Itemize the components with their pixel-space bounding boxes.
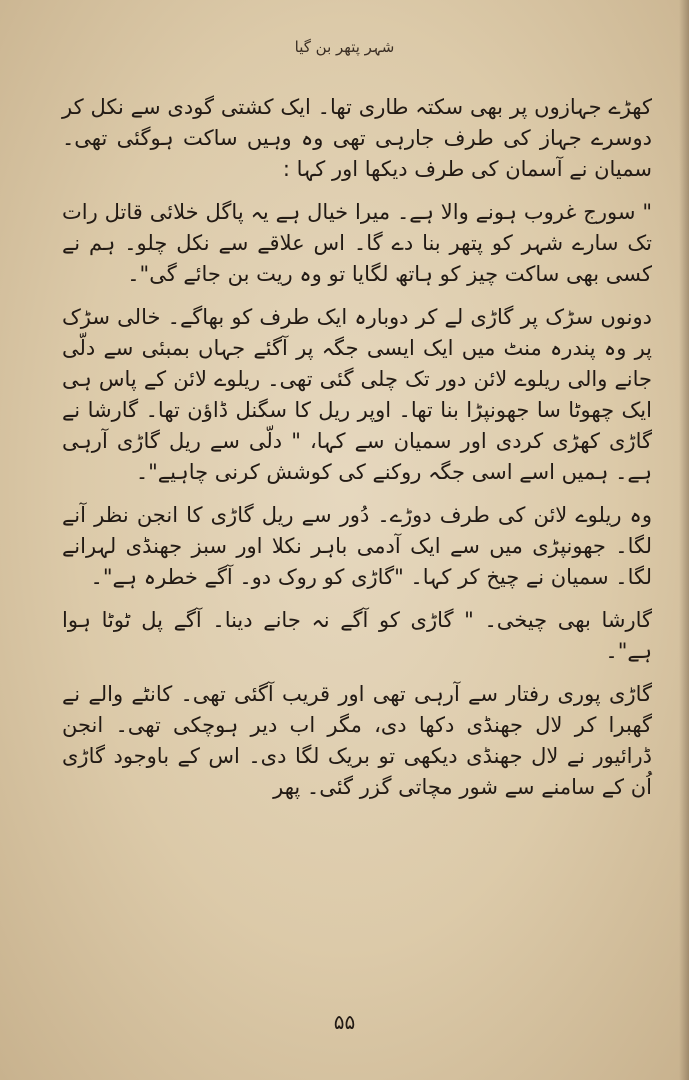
page-number: ۵۵	[333, 1010, 356, 1034]
paragraph: وہ ریلوے لائن کی طرف دوڑے۔ دُور سے ریل گاڑی کا انجن نظر آنے لگا۔ جھونپڑی میں سے ایک آدمی باہر نکلا اور سبز جھنڈی لہرانے لگا۔ سمیان نے چیخ کر کہا۔ "گاڑی کو روک دو۔ آگے خطرہ ہے"۔	[62, 503, 652, 589]
paragraph: " سورج غروب ہونے والا ہے۔ میرا خیال ہے یہ پاگل خلائی قاتل رات تک سارے شہر کو پتھر بنا دے گا۔ اس علاقے سے نکل چلو۔ ہم نے کسی بھی ساکت چیز کو ہاتھ لگایا تو وہ ریت بن جائے گی"۔	[62, 200, 652, 286]
body-text	[62, 92, 652, 815]
paragraph: کھڑے جہازوں پر بھی سکتہ طاری تھا۔ ایک کشتی گودی سے نکل کر دوسرے جہاز کی طرف جارہی تھی وہ وہیں ساکت ہوگئی تھی۔ سمیان نے آسمان کی طرف دیکھا اور کہا :	[62, 95, 652, 181]
paragraph: گاڑی پوری رفتار سے آرہی تھی اور قریب آگئی تھی۔ کانٹے والے نے گھبرا کر لال جھنڈی دکھا دی، مگر اب دیر ہوچکی تھی۔ انجن ڈرائیور نے لال جھنڈی دیکھی تو بریک لگا دی۔ اس کے باوجود گاڑی اُن کے سامنے سے شور مچاتی گزر گئی۔ پھر	[62, 682, 652, 799]
page-edge-shadow	[679, 0, 689, 1080]
running-head: شہر پتھر بن گیا	[294, 38, 395, 56]
paragraph: دونوں سڑک پر گاڑی لے کر دوبارہ ایک طرف کو بھاگے۔ خالی سڑک پر وہ پندرہ منٹ میں ایک ایسی جگہ پر آگئے جہاں بمبئی سے دلّی جانے والی ریلوے لائن دور تک چلی گئی تھی۔ ریلوے لائن کے پاس ہی ایک چھوٹا سا جھونپڑا بنا تھا۔ اوپر ریل کا سگنل ڈاؤن تھا۔ گارشا نے گاڑی کھڑی کردی اور سمیان سے کہا، " دلّی سے ریل گاڑی آرہی ہے۔ ہمیں اسے اسی جگہ روکنے کی کوشش کرنی چاہیے"۔	[62, 305, 652, 484]
paragraph: گارشا بھی چیخی۔ " گاڑی کو آگے نہ جانے دینا۔ آگے پل ٹوٹا ہوا ہے"۔	[62, 608, 652, 663]
